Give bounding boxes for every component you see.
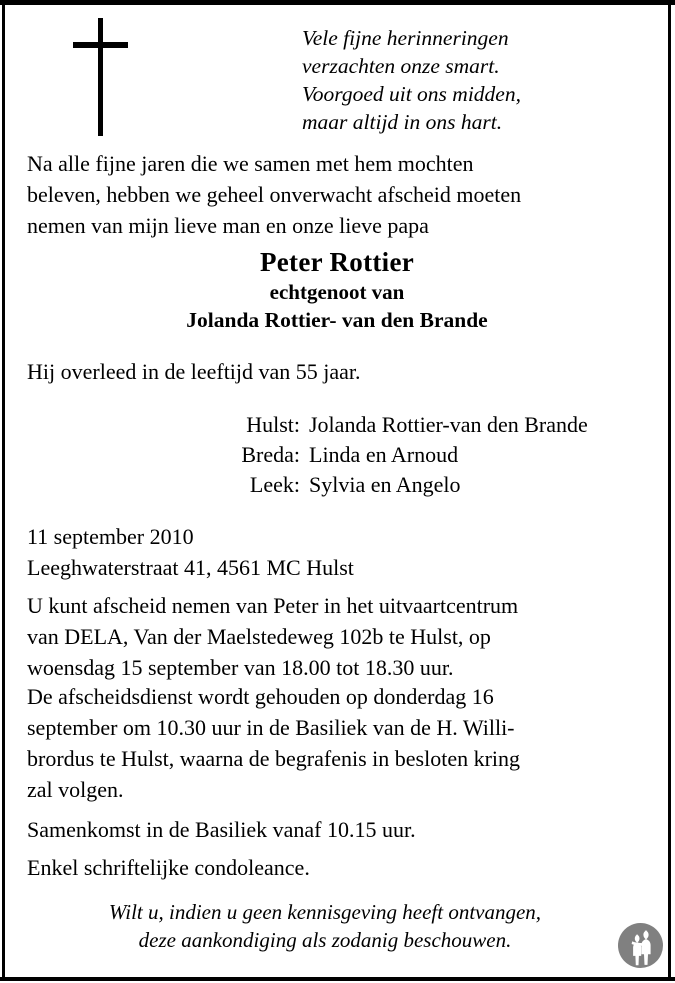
family-city: Hulst: [246, 412, 300, 437]
closing-note [40, 898, 610, 954]
family-row [27, 470, 647, 500]
farewell-paragraph [27, 590, 647, 683]
service-line-1: De afscheidsdienst wordt gehouden op donderdag 16 [27, 684, 494, 709]
deceased-relation: echtgenoot van [269, 280, 405, 304]
poem-line-3: Voorgoed uit ons midden, [302, 82, 521, 106]
intro-paragraph [27, 148, 647, 241]
deceased-spouse-name: Jolanda Rottier- van den Brande [186, 308, 488, 332]
age-statement-text: Hij overleed in de leeftijd van 55 jaar. [27, 359, 361, 384]
family-names: Jolanda Rottier-van den Brande [309, 412, 588, 437]
family-city: Leek: [249, 472, 300, 497]
family-row [27, 410, 647, 440]
condolence-text: Enkel schriftelijke condoleance. [27, 855, 310, 880]
intro-line-2: beleven, hebben we geheel onverwacht afscheid moeten [27, 182, 522, 207]
funeral-home-logo-icon [617, 922, 664, 969]
cross-horizontal-bar [73, 42, 128, 48]
gathering-paragraph [27, 814, 647, 845]
date-address-block [27, 521, 647, 583]
gathering-text: Samenkomst in de Basiliek vanaf 10.15 uur. [27, 817, 416, 842]
family-city: Breda: [241, 442, 300, 467]
family-names: Linda en Arnoud [309, 442, 459, 467]
condolence-paragraph [27, 852, 647, 883]
age-statement [27, 356, 647, 387]
deceased-name-block [27, 246, 647, 334]
poem-line-1: Vele fijne herinneringen [302, 26, 509, 50]
service-line-4: zal volgen. [27, 777, 124, 802]
service-paragraph [27, 681, 647, 805]
poem-line-2: verzachten onze smart. [302, 54, 500, 78]
memorial-poem [302, 24, 632, 136]
deceased-name: Peter Rottier [259, 247, 415, 277]
poem-line-4: maar altijd in ons hart. [302, 110, 503, 134]
cross-vertical-bar [98, 18, 103, 136]
latin-cross-icon [70, 18, 132, 138]
family-row [27, 440, 647, 470]
closing-note-line-2: deze aankondiging als zodanig beschouwen. [138, 928, 512, 952]
service-line-3: brordus te Hulst, waarna de begrafenis in besloten kring [27, 746, 521, 771]
family-list [27, 410, 647, 500]
intro-line-1: Na alle fijne jaren die we samen met hem mochten [27, 151, 474, 176]
farewell-line-1: U kunt afscheid nemen van Peter in het uitvaartcentrum [27, 593, 519, 618]
closing-note-line-1: Wilt u, indien u geen kennisgeving heeft ontvangen, [108, 900, 542, 924]
announcement-date: 11 september 2010 [27, 524, 194, 549]
farewell-line-3: woensdag 15 september van 18.00 tot 18.30 uur. [27, 655, 454, 680]
service-line-2: september om 10.30 uur in de Basiliek van de H. Willi- [27, 715, 515, 740]
home-address: Leeghwaterstraat 41, 4561 MC Hulst [27, 555, 354, 580]
intro-line-3: nemen van mijn lieve man en onze lieve papa [27, 213, 429, 238]
family-names: Sylvia en Angelo [309, 472, 461, 497]
farewell-line-2: van DELA, Van der Maelstedeweg 102b te Hulst, op [27, 624, 491, 649]
